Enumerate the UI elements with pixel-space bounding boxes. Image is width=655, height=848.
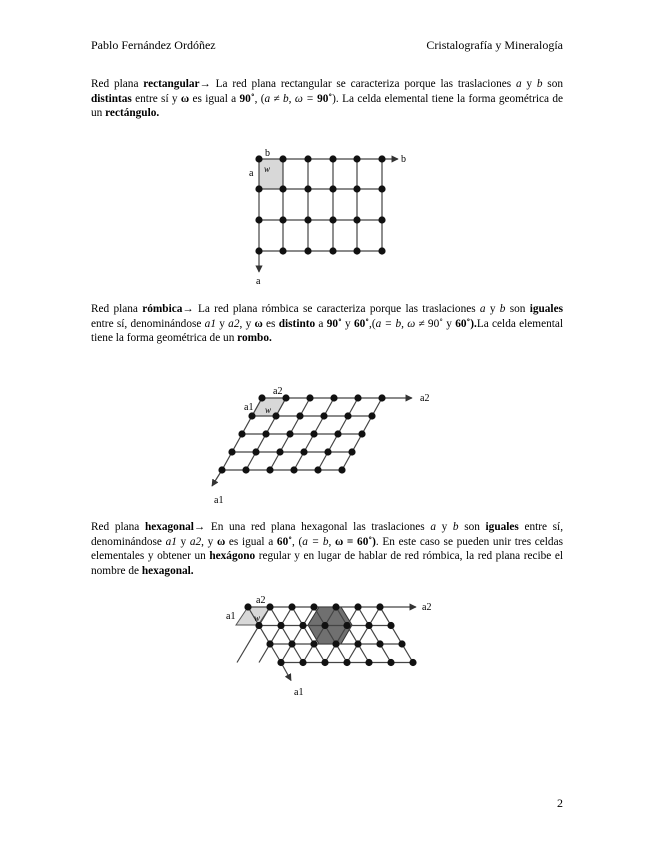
text-run: b — [536, 78, 543, 90]
label-a1-axis: a1 — [294, 687, 304, 698]
label-omega: w — [265, 405, 272, 415]
text-run: y — [176, 535, 190, 548]
lattice-node — [266, 603, 273, 610]
text-run: rómbica — [142, 303, 183, 315]
lattice-node — [290, 466, 297, 473]
lattice-node — [387, 659, 394, 666]
lattice-node — [354, 640, 361, 647]
label-b-axis: b — [401, 154, 406, 165]
text-run: , y — [201, 535, 217, 548]
lattice-node — [353, 216, 360, 223]
text-run: . En este caso se pueden unir tres celdas elementales y obtener un — [91, 535, 563, 563]
figure-rhombic-lattice — [210, 382, 440, 507]
lattice-node — [242, 466, 249, 473]
lattice-node — [378, 185, 385, 192]
text-run: iguales — [485, 521, 519, 533]
text-run: Red plana — [91, 521, 145, 533]
text-run: a = b, ω ≠ — [375, 317, 425, 330]
lattice-node — [324, 448, 331, 455]
header-subject: Cristalografía y Mineralogía — [426, 38, 563, 52]
label-a1-axis: a1 — [214, 495, 224, 506]
label-a1: a1 — [226, 611, 236, 622]
lattice-node — [218, 466, 225, 473]
text-run: son — [458, 521, 486, 533]
lattice-node — [304, 247, 311, 254]
lattice-node — [277, 659, 284, 666]
text-run: rectángulo. — [105, 107, 160, 120]
text-run: 90˚ — [313, 92, 333, 105]
lattice-node — [348, 448, 355, 455]
text-run: hexagonal — [144, 521, 194, 533]
text-run: 60˚). — [455, 317, 477, 330]
lattice-node — [378, 155, 385, 162]
lattice-node — [255, 216, 262, 223]
lattice-node — [258, 394, 265, 401]
lattice-node — [310, 603, 317, 610]
lattice-node — [244, 603, 251, 610]
lattice-node — [306, 394, 313, 401]
lattice-node — [343, 622, 350, 629]
text-run: y — [341, 317, 354, 330]
text-run: 90˚ — [239, 92, 255, 105]
text-run: hexagonal. — [141, 564, 194, 577]
label-omega: w — [254, 613, 261, 623]
lattice-node — [338, 466, 345, 473]
text-run: y — [435, 521, 453, 533]
text-run: Red plana — [91, 78, 144, 90]
text-run: hexágono — [209, 550, 256, 563]
figure-rectangular-lattice — [240, 148, 420, 288]
text-run: y — [485, 303, 500, 315]
page-number: 2 — [557, 796, 563, 810]
lattice-node — [279, 155, 286, 162]
lattice-node — [276, 448, 283, 455]
label-a-axis: a — [256, 276, 261, 287]
text-run: entre sí, denominándose — [91, 521, 564, 548]
lattice-node — [378, 216, 385, 223]
text-run: b — [499, 303, 506, 315]
text-run: ). La celda elemental tiene la forma geométrica de un — [91, 92, 563, 120]
text-run: a ≠ b, ω = — [264, 92, 314, 105]
text-run: y — [521, 78, 537, 90]
label-a2: a2 — [273, 386, 283, 397]
lattice-node — [296, 412, 303, 419]
text-run: a1 — [204, 317, 216, 330]
lattice-node — [248, 412, 255, 419]
lattice-node — [299, 622, 306, 629]
text-run: rectangular — [143, 78, 200, 90]
lattice-line — [380, 607, 413, 663]
text-run: a1 — [165, 535, 177, 548]
text-run: b — [452, 521, 459, 533]
text-run: , ( — [254, 92, 265, 105]
text-run: Red plana — [91, 303, 143, 315]
text-run: a2 — [228, 317, 240, 330]
label-omega: w — [264, 164, 271, 174]
lattice-node — [238, 430, 245, 437]
lattice-node — [304, 185, 311, 192]
text-run: es igual a — [189, 92, 240, 105]
lattice-node — [288, 603, 295, 610]
lattice-node — [300, 448, 307, 455]
lattice-node — [304, 155, 311, 162]
lattice-node — [353, 247, 360, 254]
text-run: y — [215, 317, 229, 330]
text-run: 60˚ — [276, 535, 292, 548]
lattice-node — [279, 185, 286, 192]
text-run: regular y en lugar de hablar de red rómbica, la red plana recibe el nombre de — [91, 550, 563, 577]
lattice-node — [255, 155, 262, 162]
lattice-node — [304, 216, 311, 223]
lattice-node — [288, 640, 295, 647]
lattice-node — [344, 412, 351, 419]
lattice-node — [277, 622, 284, 629]
text-run: a — [430, 521, 436, 533]
lattice-node — [329, 185, 336, 192]
text-run: → En una red plana hexagonal las traslaciones — [193, 521, 431, 533]
lattice-node — [310, 430, 317, 437]
text-run: → La red plana rectangular se caracteriza porque las traslaciones — [199, 78, 516, 90]
lattice-node — [266, 640, 273, 647]
lattice-node — [358, 430, 365, 437]
lattice-node — [343, 659, 350, 666]
text-run: ,( — [369, 317, 376, 330]
lattice-node — [378, 247, 385, 254]
text-run: ω = 60˚) — [331, 535, 376, 548]
lattice-node — [329, 216, 336, 223]
label-a2: a2 — [256, 595, 266, 606]
lattice-node — [376, 640, 383, 647]
text-run: → La red plana rómbica se caracteriza porque las traslaciones — [182, 303, 480, 315]
lattice-node — [299, 659, 306, 666]
lattice-node — [262, 430, 269, 437]
lattice-node — [255, 247, 262, 254]
text-run: a2 — [189, 535, 202, 548]
lattice-node — [387, 622, 394, 629]
lattice-node — [252, 448, 259, 455]
label-a2-axis: a2 — [420, 393, 430, 404]
text-run: a = b, — [302, 535, 332, 548]
text-run: 60˚ — [353, 317, 370, 330]
text-run: , y — [239, 317, 255, 330]
text-run: 90˚ y — [424, 317, 456, 330]
lattice-node — [286, 430, 293, 437]
lattice-node — [353, 155, 360, 162]
text-run: entre sí y — [131, 92, 181, 105]
lattice-node — [329, 155, 336, 162]
text-run: entre sí, denominándose — [91, 317, 205, 330]
text-run: rombo. — [237, 332, 272, 345]
lattice-node — [409, 659, 416, 666]
text-run: La celda elemental tiene la forma geométrica de un — [91, 317, 564, 345]
lattice-node — [279, 216, 286, 223]
lattice-node — [279, 247, 286, 254]
text-run: son — [542, 78, 564, 90]
label-a: a — [249, 168, 254, 179]
paragraph-hexagonal — [91, 520, 563, 578]
lattice-node — [272, 412, 279, 419]
lattice-node — [334, 430, 341, 437]
lattice-node — [332, 603, 339, 610]
lattice-node — [376, 603, 383, 610]
lattice-node — [330, 394, 337, 401]
label-a2-axis: a2 — [422, 602, 432, 613]
text-run: a — [315, 317, 327, 330]
lattice-node — [321, 659, 328, 666]
lattice-node — [310, 640, 317, 647]
text-run: a — [515, 78, 522, 90]
text-run: a — [479, 303, 486, 315]
lattice-node — [266, 466, 273, 473]
paragraph-rhombic — [91, 302, 563, 346]
paragraph-rectangular — [91, 77, 563, 121]
lattice-node — [378, 394, 385, 401]
lattice-node — [354, 394, 361, 401]
lattice-node — [329, 247, 336, 254]
text-run: distintas — [91, 92, 132, 105]
lattice-node — [320, 412, 327, 419]
lattice-node — [332, 640, 339, 647]
figure-hexagonal-lattice — [224, 591, 444, 701]
lattice-node — [321, 622, 328, 629]
lattice-node — [368, 412, 375, 419]
lattice-node — [228, 448, 235, 455]
text-run: 90˚ — [326, 317, 342, 330]
label-a1: a1 — [244, 402, 254, 413]
lattice-node — [314, 466, 321, 473]
unit-cell — [259, 159, 283, 189]
text-run: ω — [216, 535, 226, 548]
text-run: iguales — [529, 303, 563, 315]
lattice-node — [398, 640, 405, 647]
lattice-node — [365, 659, 372, 666]
text-run: ω — [254, 317, 263, 330]
text-run: es igual a — [225, 535, 277, 548]
lattice-node — [354, 603, 361, 610]
text-run: , ( — [291, 535, 303, 548]
lattice-node — [365, 622, 372, 629]
lattice-node — [282, 394, 289, 401]
header-author: Pablo Fernández Ordóñez — [91, 38, 216, 52]
text-run: son — [505, 303, 530, 315]
label-b: b — [265, 148, 270, 159]
text-run: es — [262, 317, 279, 330]
lattice-node — [353, 185, 360, 192]
lattice-node — [255, 185, 262, 192]
text-run: ω — [180, 92, 190, 105]
text-run: distinto — [278, 317, 316, 330]
